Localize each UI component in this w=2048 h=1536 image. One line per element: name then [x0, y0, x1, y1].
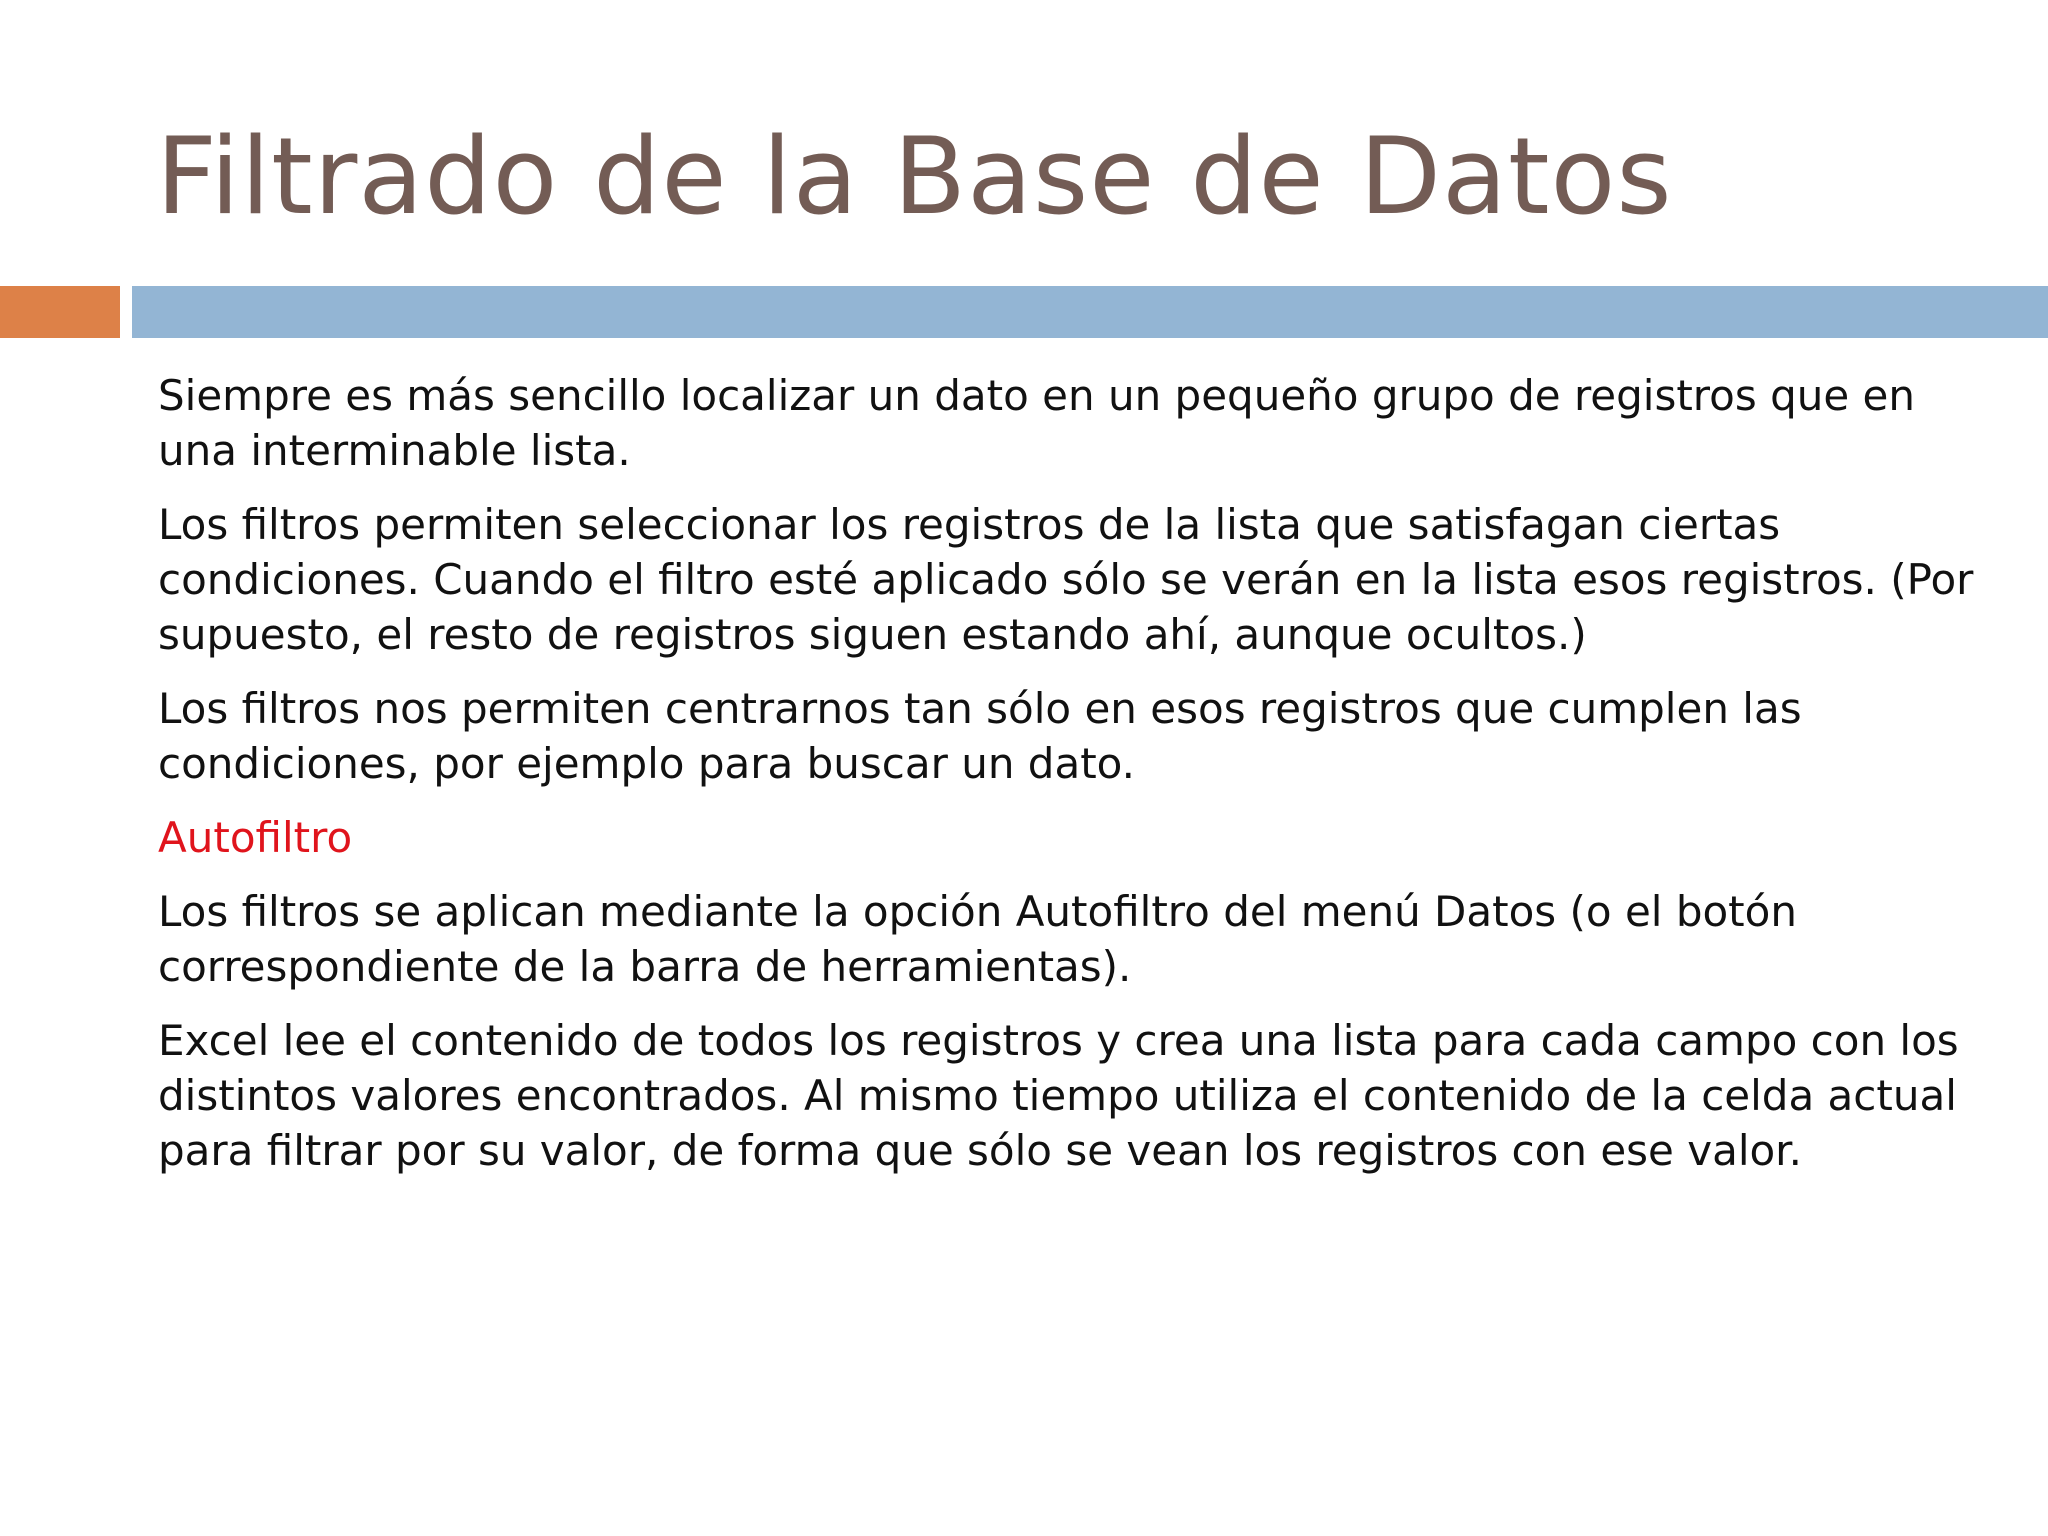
accent-bar [0, 286, 120, 338]
slide-title: Filtrado de la Base de Datos [156, 115, 1673, 238]
paragraph-autofiltro-menu: Los filtros se aplican mediante la opción Autofiltro del menú Datos (o el botón correspondiente de la barra de herramientas). [158, 887, 1797, 991]
paragraph-excel-behavior: Excel lee el contenido de todos los registros y crea una lista para cada campo con los distintos valores encontrados. Al mismo tiempo utiliza el contenido de la celda actual para filtrar por su valor, de forma que sólo se vean los registros con ese valor. [158, 1016, 1959, 1175]
title-divider-bar [132, 286, 2048, 338]
section-heading-autofiltro: Autofiltro [158, 813, 353, 862]
paragraph-intro: Siempre es más sencillo localizar un dato en un pequeño grupo de registros que en una interminable lista. [158, 371, 1916, 475]
paragraph-filters-definition: Los filtros permiten seleccionar los registros de la lista que satisfagan ciertas condiciones. Cuando el filtro esté aplicado sólo se verán en la lista esos registros. (Por supuesto, el resto de registros siguen estando ahí, aunque ocultos.) [158, 500, 1974, 659]
slide-body [158, 368, 1978, 1197]
paragraph-filters-purpose: Los filtros nos permiten centrarnos tan sólo en esos registros que cumplen las condiciones, por ejemplo para buscar un dato. [158, 684, 1802, 788]
